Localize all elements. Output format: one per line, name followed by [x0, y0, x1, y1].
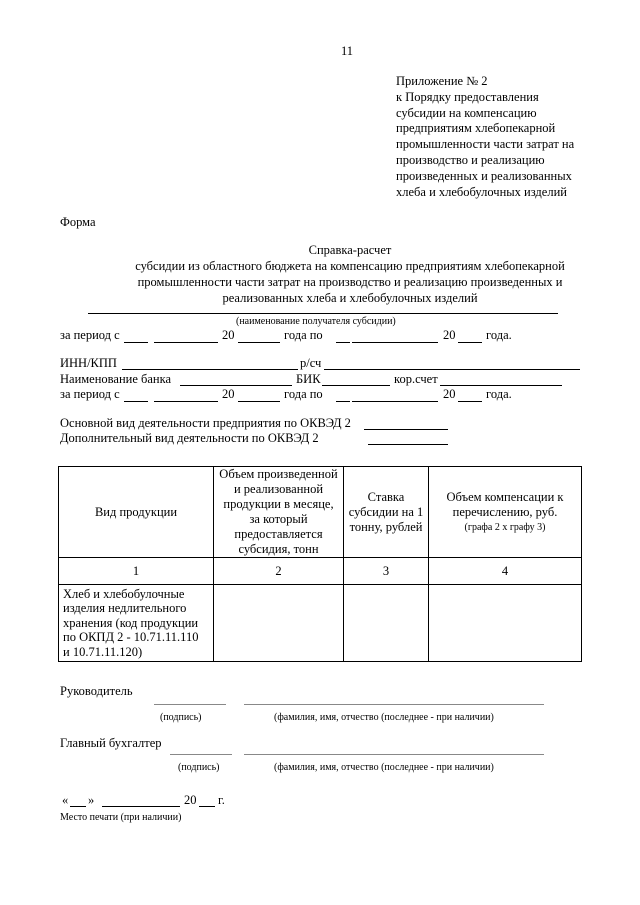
header-compensation-line: Объем компенсации к [446, 489, 564, 504]
head-signature-field[interactable] [154, 704, 226, 705]
appendix-block [396, 74, 574, 200]
period-year-field[interactable] [238, 342, 280, 343]
date-open-quote: « [62, 793, 69, 807]
bik-field[interactable] [322, 385, 390, 386]
header-rate [344, 467, 429, 558]
header-volume-line: Объем произведенной [219, 467, 338, 481]
header-volume-line: предоставляется [234, 527, 323, 541]
header-rate-line: Ставка [367, 489, 405, 504]
period-end-year-field[interactable] [458, 342, 482, 343]
period-end-year-prefix: 20 [443, 328, 456, 342]
header-volume-line: за который [249, 512, 308, 526]
accountant-sign-caption: (подпись) [178, 762, 220, 773]
period2-day-field[interactable] [124, 401, 148, 402]
row-product-line: изделия недлительного [63, 601, 187, 616]
date-month-field[interactable] [102, 806, 180, 807]
appendix-line: хлеба и хлебобулочных изделий [396, 184, 567, 199]
stamp-place: Место печати (при наличии) [60, 812, 182, 823]
column-number: 1 [59, 558, 214, 585]
table-header-row [59, 467, 582, 558]
table-row [59, 585, 582, 662]
row-product-line: хранения (код продукции [63, 615, 199, 630]
date-day-field[interactable] [70, 806, 86, 807]
column-number: 2 [214, 558, 344, 585]
recipient-caption: (наименование получателя субсидии) [236, 316, 396, 327]
period2-suffix: года. [486, 387, 512, 401]
row-rate-cell[interactable] [344, 585, 429, 662]
date-close-quote: » [88, 793, 95, 807]
head-label: Руководитель [60, 684, 133, 698]
row-product-line: и 10.71.11.120) [63, 644, 143, 659]
period2-end-year-prefix: 20 [443, 387, 456, 401]
appendix-line: предприятиям хлебопекарной [396, 121, 556, 136]
appendix-line: производство и реализацию [396, 152, 545, 167]
row-product-name [59, 585, 214, 662]
document-title [40, 242, 640, 306]
calculation-table [58, 466, 582, 662]
title-heading: Справка-расчет [308, 243, 392, 257]
title-line: промышленности части затрат на производство и реализацию произведенных и [137, 275, 563, 289]
form-label: Форма [60, 215, 96, 229]
header-compensation-line: перечислению, руб. [452, 504, 558, 519]
period2-month-field[interactable] [154, 401, 218, 402]
date-year-prefix: 20 [184, 793, 197, 807]
row-volume-cell[interactable] [214, 585, 344, 662]
okved-additional-field[interactable] [368, 444, 448, 445]
period-day-field[interactable] [124, 342, 148, 343]
accountant-signature-field[interactable] [170, 754, 232, 755]
title-line: субсидии из областного бюджета на компенсацию предприятиям хлебопекарной [135, 259, 565, 273]
bik-label: БИК [296, 372, 321, 386]
header-volume-line: продукции в месяце, [223, 497, 334, 511]
header-rate-line: субсидии на 1 [348, 504, 424, 519]
corr-account-label: кор.счет [394, 372, 438, 386]
bank-field[interactable] [180, 385, 292, 386]
period2-end-day-field[interactable] [336, 401, 350, 402]
period2-year-field[interactable] [238, 401, 280, 402]
header-volume [214, 467, 344, 558]
period2-prefix: за период с [60, 387, 120, 401]
okved-main-label: Основной вид деятельности предприятия по ОКВЭД 2 [60, 416, 351, 430]
period-suffix: года. [486, 328, 512, 342]
header-product-type: Вид продукции [59, 467, 214, 558]
recipient-line[interactable] [88, 313, 558, 314]
corr-account-field[interactable] [440, 385, 562, 386]
accountant-label: Главный бухгалтер [60, 736, 162, 750]
period-end-month-field[interactable] [352, 342, 438, 343]
title-line: реализованных хлеба и хлебобулочных изделий [222, 291, 478, 305]
period2-to-label: года по [284, 387, 323, 401]
row-product-line: по ОКПД 2 - 10.71.11.110 [63, 630, 199, 645]
appendix-line: субсидии на компенсацию [396, 105, 537, 120]
period-year-prefix: 20 [222, 328, 235, 342]
okved-main-field[interactable] [364, 429, 448, 430]
period2-end-month-field[interactable] [352, 401, 438, 402]
okved-additional-label: Дополнительный вид деятельности по ОКВЭД 2 [60, 431, 319, 445]
accountant-name-caption: (фамилия, имя, отчество (последнее - при наличии) [274, 762, 494, 773]
period-prefix: за период с [60, 328, 120, 342]
appendix-line: Приложение № 2 [396, 74, 488, 88]
inn-label: ИНН/КПП [60, 356, 117, 370]
date-year-field[interactable] [199, 806, 215, 807]
row-product-line: Хлеб и хлебобулочные [63, 586, 185, 601]
accountant-name-field[interactable] [244, 754, 544, 755]
period2-year-prefix: 20 [222, 387, 235, 401]
head-name-field[interactable] [244, 704, 544, 705]
account-field[interactable] [324, 369, 580, 370]
head-sign-caption: (подпись) [160, 712, 202, 723]
head-name-caption: (фамилия, имя, отчество (последнее - при наличии) [274, 712, 494, 723]
inn-field[interactable] [122, 369, 298, 370]
period-month-field[interactable] [154, 342, 218, 343]
appendix-line: к Порядку предоставления [396, 89, 539, 104]
header-volume-line: субсидия, тонн [238, 542, 319, 556]
header-compensation [429, 467, 582, 558]
bank-label: Наименование банка [60, 372, 172, 386]
page-number: 11 [341, 44, 354, 58]
period2-end-year-field[interactable] [458, 401, 482, 402]
column-number: 4 [429, 558, 582, 585]
appendix-line: произведенных и реализованных [396, 168, 572, 183]
table-number-row [59, 558, 582, 585]
row-compensation-cell[interactable] [429, 585, 582, 662]
period-to-label: года по [284, 328, 323, 342]
date-suffix: г. [218, 793, 225, 807]
period-end-day-field[interactable] [336, 342, 350, 343]
account-label: р/сч [300, 356, 322, 370]
header-compensation-note: (графа 2 х графу 3) [464, 521, 546, 533]
appendix-line: промышленности части затрат на [396, 137, 575, 152]
column-number: 3 [344, 558, 429, 585]
header-rate-line: тонну, рублей [349, 519, 423, 534]
header-volume-line: и реализованной [233, 482, 324, 496]
